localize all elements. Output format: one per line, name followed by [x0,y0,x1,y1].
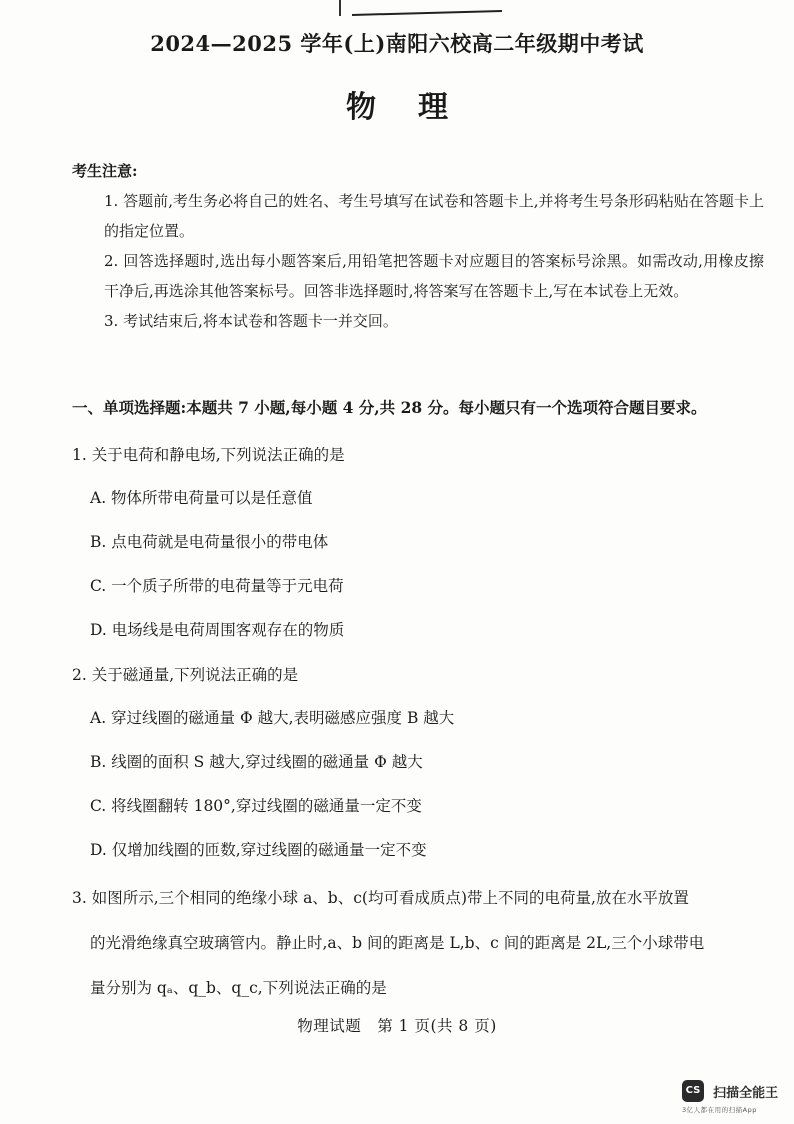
option-c: C. 一个质子所带的电荷量等于元电荷 [90,577,344,595]
watermark-name: 扫描全能王 [713,1085,779,1101]
option-d: D. 电场线是电荷周围客观存在的物质 [90,621,345,639]
section-heading: 一、单项选择题:本题共 7 小题,每小题 4 分,共 28 分。每小题只有一个选项符合题目要求。 [72,398,707,417]
scanner-watermark [682,1080,778,1114]
watermark-tagline: 3亿人都在用的扫描App [682,1106,757,1114]
subject-title: 物理 [346,90,490,125]
question-3 [72,876,772,1011]
notice-item: 3. 考试结束后,将本试卷和答题卡一并交回。 [104,312,398,330]
question-stem: 1. 关于电荷和静电场,下列说法正确的是 [72,446,345,464]
camscanner-logo-icon: CS [682,1080,704,1102]
option-d: D. 仅增加线圈的匝数,穿过线圈的磁通量一定不变 [90,841,427,859]
option-a: A. 物体所带电荷量可以是任意值 [90,489,313,507]
option-b: B. 线圈的面积 S 越大,穿过线圈的磁通量 Φ 越大 [90,753,423,771]
option-b: B. 点电荷就是电荷量很小的带电体 [90,533,329,551]
exam-title: 2024—2025 学年(上)南阳六校高二年级期中考试 [150,31,644,56]
notice-item: 1. 答题前,考生务必将自己的姓名、考生号填写在试卷和答题卡上,并将考生号条形码粘贴在答题卡上的指定位置。 [104,192,764,240]
option-a: A. 穿过线圈的磁通量 Φ 越大,表明磁感应强度 B 越大 [90,709,455,727]
scan-artifact-tick [339,0,341,16]
question-stem-line: 3. 如图所示,三个相同的绝缘小球 a、b、c(均可看成质点)带上不同的电荷量,放在水平放置 [72,889,689,907]
scan-artifact-line [352,10,502,16]
question-stem-line: 的光滑绝缘真空玻璃管内。静止时,a、b 间的距离是 L,b、c 间的距离是 2L,三个小球带电 [90,934,705,952]
question-stem-line: 量分别为 qₐ、q_b、q_c,下列说法正确的是 [90,979,387,997]
notice-title: 考生注意: [72,162,138,180]
question-stem: 2. 关于磁通量,下列说法正确的是 [72,666,299,684]
notice-list [104,186,764,336]
option-c: C. 将线圈翻转 180°,穿过线圈的磁通量一定不变 [90,797,422,815]
page-footer: 物理试题 第 1 页(共 8 页) [297,1017,497,1035]
notice-item: 2. 回答选择题时,选出每小题答案后,用铅笔把答题卡对应题目的答案标号涂黑。如需改动,用橡皮擦干净后,再选涂其他答案标号。回答非选择题时,将答案写在答题卡上,写在本试卷上无效。 [104,252,764,300]
